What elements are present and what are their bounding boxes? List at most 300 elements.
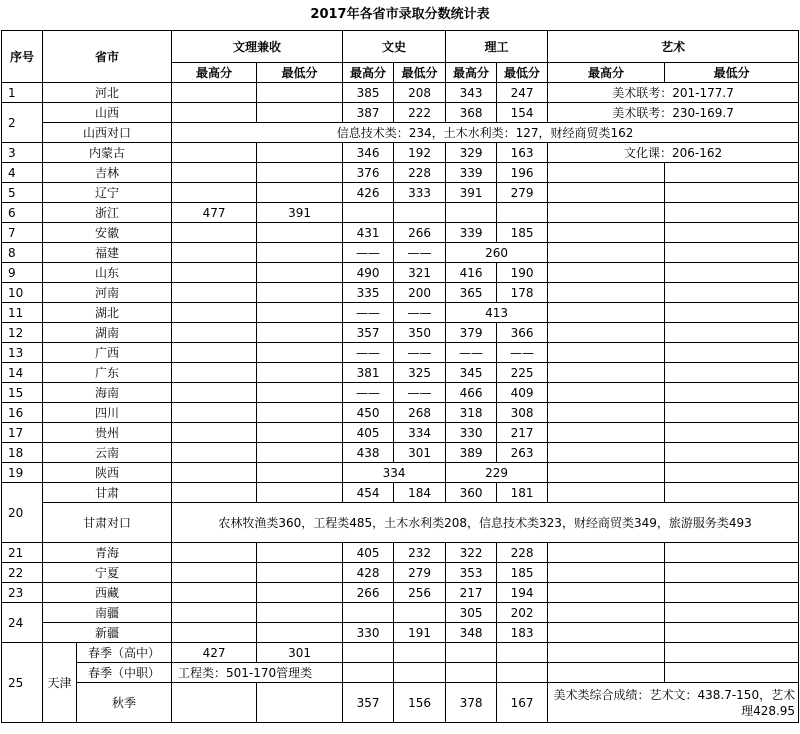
table-row: [2, 243, 799, 263]
cell-art-max: [548, 283, 665, 303]
cell-art-min: [665, 383, 799, 403]
cell-ws-min: [394, 603, 446, 623]
cell-wl-min: [257, 163, 343, 183]
header-max: 最高分: [548, 63, 665, 83]
cell-lg-min: ——: [497, 343, 548, 363]
cell-wl-max: [172, 303, 257, 323]
cell-lg-min: [497, 203, 548, 223]
header-max: 最高分: [172, 63, 257, 83]
table-row: [2, 363, 799, 383]
table-row: [2, 163, 799, 183]
cell-art-max: [548, 363, 665, 383]
cell-ws-max: 381: [343, 363, 394, 383]
table-row: [2, 323, 799, 343]
cell-wl-min: [257, 263, 343, 283]
cell-art-max: [548, 563, 665, 583]
cell-ws-min: ——: [394, 383, 446, 403]
table-row: [2, 603, 799, 623]
row-province: 辽宁: [43, 183, 172, 203]
cell-wl-max: [172, 543, 257, 563]
row-province: 南疆: [43, 603, 172, 623]
cell-ws-min: 191: [394, 623, 446, 643]
cell-lg-merged: 260: [446, 243, 548, 263]
cell-wl-min: [257, 323, 343, 343]
row-seq: 22: [2, 563, 43, 583]
table-row: [2, 143, 799, 163]
cell-wl-min: [257, 383, 343, 403]
row-seq: 5: [2, 183, 43, 203]
cell-art-min: [665, 283, 799, 303]
cell-lg-min: 228: [497, 543, 548, 563]
row-province: 青海: [43, 543, 172, 563]
cell-wl-max: [172, 683, 257, 723]
cell-lg-max: 343: [446, 83, 497, 103]
cell-ws-min: 279: [394, 563, 446, 583]
cell-art-max: [548, 603, 665, 623]
cell-art: 美术联考：230-169.7: [548, 103, 799, 123]
cell-lg-max: 379: [446, 323, 497, 343]
cell-wl-min: [257, 683, 343, 723]
cell-ws-merged: 334: [343, 463, 446, 483]
cell-lg-max: [446, 203, 497, 223]
cell-art-max: [548, 643, 665, 663]
cell-wl-max: [172, 443, 257, 463]
cell-art-max: [548, 443, 665, 463]
cell-lg-max: ——: [446, 343, 497, 363]
cell-lg-min: 190: [497, 263, 548, 283]
cell-ws-max: ——: [343, 303, 394, 323]
cell-wl-max: [172, 363, 257, 383]
cell-lg-max: 365: [446, 283, 497, 303]
row-seq: 12: [2, 323, 43, 343]
cell-wl-min: [257, 303, 343, 323]
cell-ws-min: 350: [394, 323, 446, 343]
header-seq: 序号: [2, 31, 43, 83]
row-subtype: 春季（中职）: [77, 663, 172, 683]
row-seq: 20: [2, 483, 43, 543]
cell-lg-max: 217: [446, 583, 497, 603]
cell-art-min: [665, 203, 799, 223]
cell-art-max: [548, 583, 665, 603]
header-yishu: 艺术: [548, 31, 799, 63]
cell-wl-max: [172, 283, 257, 303]
cell-wl-max: 427: [172, 643, 257, 663]
cell-art-min: [665, 563, 799, 583]
cell-ws-min: 301: [394, 443, 446, 463]
cell-lg-max: 391: [446, 183, 497, 203]
cell-wl-min: [257, 83, 343, 103]
cell-lg-max: 339: [446, 163, 497, 183]
cell-art-min: [665, 663, 799, 683]
row-seq: 18: [2, 443, 43, 463]
cell-wl-min: [257, 243, 343, 263]
cell-lg-min: 167: [497, 683, 548, 723]
row-seq: 24: [2, 603, 43, 643]
cell-wl-min: [257, 183, 343, 203]
table-row: [2, 203, 799, 223]
cell-art-max: [548, 403, 665, 423]
cell-wl-max: [172, 263, 257, 283]
row-seq: 16: [2, 403, 43, 423]
row-province: 广西: [43, 343, 172, 363]
cell-wl-min: [257, 603, 343, 623]
cell-art-min: [665, 183, 799, 203]
cell-art-max: [548, 263, 665, 283]
cell-wl-min: [257, 283, 343, 303]
cell-ws-min: 334: [394, 423, 446, 443]
table-row: [2, 403, 799, 423]
table-row: [2, 83, 799, 103]
cell-wl-max: [172, 223, 257, 243]
table-row: [2, 183, 799, 203]
cell-ws-min: 333: [394, 183, 446, 203]
row-province: 贵州: [43, 423, 172, 443]
table-title: 2017年各省市录取分数统计表: [310, 7, 490, 22]
table-row: [2, 443, 799, 463]
cell-wl-min: [257, 143, 343, 163]
cell-lg-min: 247: [497, 83, 548, 103]
cell-lg-max: 353: [446, 563, 497, 583]
cell-ws-max: 490: [343, 263, 394, 283]
row-province: 吉林: [43, 163, 172, 183]
header-wenli: 文理兼收: [172, 31, 343, 63]
cell-wl-max: [172, 243, 257, 263]
cell-art-min: [665, 403, 799, 423]
cell-art-max: [548, 203, 665, 223]
cell-lg-min: 178: [497, 283, 548, 303]
cell-ws-max: 426: [343, 183, 394, 203]
cell-art-min: [665, 623, 799, 643]
cell-lg-min: 366: [497, 323, 548, 343]
header-min: 最低分: [497, 63, 548, 83]
cell-ws-max: 357: [343, 323, 394, 343]
row-seq: 7: [2, 223, 43, 243]
cell-lg-max: 416: [446, 263, 497, 283]
cell-wl-min: [257, 543, 343, 563]
cell-lg-min: 202: [497, 603, 548, 623]
row-seq: 2: [2, 103, 43, 143]
row-province: 山西对口: [43, 123, 172, 143]
row-subtype: 春季（高中）: [77, 643, 172, 663]
row-seq: 8: [2, 243, 43, 263]
cell-wl-min: [257, 363, 343, 383]
cell-art-max: [548, 423, 665, 443]
cell-wl-max: [172, 483, 257, 503]
cell-ws-max: 387: [343, 103, 394, 123]
row-province: 河南: [43, 283, 172, 303]
cell-art-min: [665, 483, 799, 503]
header-max: 最高分: [343, 63, 394, 83]
cell-wl-max: [172, 183, 257, 203]
cell-ws-min: [394, 643, 446, 663]
cell-wl-max: [172, 103, 257, 123]
cell-lg-max: 305: [446, 603, 497, 623]
cell-ws-max: 431: [343, 223, 394, 243]
cell-art-max: [548, 163, 665, 183]
cell-lg-max: 389: [446, 443, 497, 463]
row-province: 河北: [43, 83, 172, 103]
cell-lg-min: [497, 643, 548, 663]
table-row: [2, 283, 799, 303]
row-seq: 13: [2, 343, 43, 363]
cell-wl-max: [172, 623, 257, 643]
cell-wl-max: [172, 383, 257, 403]
cell-wl-max: [172, 423, 257, 443]
table-row: [2, 643, 799, 663]
cell-wl-min: [257, 103, 343, 123]
cell-lg-max: 330: [446, 423, 497, 443]
table-row: [2, 683, 799, 723]
cell-vocational-note: 农林牧渔类360，工程类485，土木水利类208，信息技术类323，财经商贸类349，旅游服务类493: [172, 503, 799, 543]
cell-ws-min: 268: [394, 403, 446, 423]
cell-lg-max: 329: [446, 143, 497, 163]
cell-wl-min: [257, 443, 343, 463]
cell-art-max: [548, 463, 665, 483]
cell-wl-min: [257, 483, 343, 503]
row-seq: 19: [2, 463, 43, 483]
cell-art-min: [665, 423, 799, 443]
cell-art-min: [665, 263, 799, 283]
table-row: [2, 103, 799, 123]
cell-ws-min: 232: [394, 543, 446, 563]
cell-vocational-note: 信息技术类：234，土木水利类：127，财经商贸类162: [172, 123, 799, 143]
cell-ws-max: 405: [343, 543, 394, 563]
table-row: [2, 583, 799, 603]
cell-lg-min: 196: [497, 163, 548, 183]
header-min: 最低分: [257, 63, 343, 83]
cell-lg-min: [497, 663, 548, 683]
row-seq: 15: [2, 383, 43, 403]
cell-lg-merged: 229: [446, 463, 548, 483]
cell-lg-min: 217: [497, 423, 548, 443]
cell-wl-min: [257, 463, 343, 483]
cell-art: 美术联考：201-177.7: [548, 83, 799, 103]
cell-lg-merged: 413: [446, 303, 548, 323]
cell-ws-min: 200: [394, 283, 446, 303]
cell-wl-max: [172, 403, 257, 423]
row-seq: 17: [2, 423, 43, 443]
cell-wl-max: [172, 323, 257, 343]
cell-lg-max: 318: [446, 403, 497, 423]
cell-ws-max: 385: [343, 83, 394, 103]
cell-art-max: [548, 243, 665, 263]
row-province: 湖北: [43, 303, 172, 323]
cell-wl-max: 477: [172, 203, 257, 223]
table-row: [2, 423, 799, 443]
cell-wl-max: [172, 83, 257, 103]
admission-score-table: [1, 30, 799, 723]
cell-wl-max: [172, 143, 257, 163]
row-seq: 3: [2, 143, 43, 163]
cell-ws-min: 321: [394, 263, 446, 283]
cell-lg-max: 368: [446, 103, 497, 123]
cell-art-min: [665, 603, 799, 623]
table-row: [2, 303, 799, 323]
cell-lg-max: [446, 663, 497, 683]
cell-ws-min: 156: [394, 683, 446, 723]
cell-lg-min: 154: [497, 103, 548, 123]
cell-art-max: [548, 383, 665, 403]
row-province: 甘肃对口: [43, 503, 172, 543]
row-province: 甘肃: [43, 483, 172, 503]
row-province: 天津: [43, 643, 77, 723]
row-subtype: 秋季: [77, 683, 172, 723]
cell-art-min: [665, 363, 799, 383]
table-row: [2, 123, 799, 143]
cell-lg-max: 360: [446, 483, 497, 503]
row-province: 广东: [43, 363, 172, 383]
cell-lg-min: 308: [497, 403, 548, 423]
cell-wl-max: [172, 603, 257, 623]
cell-lg-min: 163: [497, 143, 548, 163]
table-row: [2, 383, 799, 403]
cell-ws-max: ——: [343, 343, 394, 363]
cell-ws-max: 376: [343, 163, 394, 183]
cell-ws-min: 208: [394, 83, 446, 103]
row-province: 云南: [43, 443, 172, 463]
cell-wl-min: [257, 423, 343, 443]
cell-art-max: [548, 323, 665, 343]
cell-art-max: [548, 543, 665, 563]
cell-ws-min: 325: [394, 363, 446, 383]
table-row: [2, 663, 799, 683]
row-province: 陕西: [43, 463, 172, 483]
cell-ws-max: 405: [343, 423, 394, 443]
cell-art-min: [665, 303, 799, 323]
cell-ws-max: [343, 203, 394, 223]
cell-art-min: [665, 463, 799, 483]
table-row: [2, 263, 799, 283]
row-province: 西藏: [43, 583, 172, 603]
cell-lg-min: 183: [497, 623, 548, 643]
row-province: 山西: [43, 103, 172, 123]
row-seq: 9: [2, 263, 43, 283]
row-province: 湖南: [43, 323, 172, 343]
row-seq: 14: [2, 363, 43, 383]
header-province: 省市: [43, 31, 172, 83]
row-seq: 23: [2, 583, 43, 603]
row-seq: 21: [2, 543, 43, 563]
cell-lg-max: 348: [446, 623, 497, 643]
cell-lg-min: 279: [497, 183, 548, 203]
header-row-groups: [2, 31, 799, 63]
cell-wl-max: [172, 563, 257, 583]
cell-lg-min: 409: [497, 383, 548, 403]
row-province: 新疆: [43, 623, 172, 643]
cell-lg-min: 181: [497, 483, 548, 503]
cell-ws-max: 335: [343, 283, 394, 303]
cell-lg-max: 466: [446, 383, 497, 403]
cell-ws-min: ——: [394, 343, 446, 363]
cell-art-min: [665, 443, 799, 463]
cell-ws-max: 450: [343, 403, 394, 423]
row-seq: 4: [2, 163, 43, 183]
cell-wl-min: [257, 403, 343, 423]
table-row: [2, 483, 799, 503]
header-wenshi: 文史: [343, 31, 446, 63]
cell-ws-min: 192: [394, 143, 446, 163]
cell-wl-min: [257, 623, 343, 643]
cell-lg-min: 185: [497, 223, 548, 243]
cell-lg-min: 263: [497, 443, 548, 463]
cell-lg-min: 185: [497, 563, 548, 583]
row-province: 福建: [43, 243, 172, 263]
cell-ws-min: 184: [394, 483, 446, 503]
cell-art-max: [548, 343, 665, 363]
cell-ws-min: ——: [394, 303, 446, 323]
cell-art-max: [548, 483, 665, 503]
row-province: 浙江: [43, 203, 172, 223]
header-min: 最低分: [394, 63, 446, 83]
header-min: 最低分: [665, 63, 799, 83]
cell-ws-max: 346: [343, 143, 394, 163]
cell-vocational-note: 工程类：501-170管理类: [172, 663, 343, 683]
cell-ws-max: [343, 663, 394, 683]
cell-art-min: [665, 163, 799, 183]
cell-lg-min: 225: [497, 363, 548, 383]
cell-art-max: [548, 663, 665, 683]
cell-lg-max: 378: [446, 683, 497, 723]
row-seq: 10: [2, 283, 43, 303]
cell-wl-min: [257, 343, 343, 363]
table-row: [2, 563, 799, 583]
cell-ws-min: 266: [394, 223, 446, 243]
cell-art-min: [665, 543, 799, 563]
row-seq: 25: [2, 643, 43, 723]
cell-ws-max: 330: [343, 623, 394, 643]
cell-ws-max: [343, 643, 394, 663]
header-ligong: 理工: [446, 31, 548, 63]
row-province: 山东: [43, 263, 172, 283]
row-province: 海南: [43, 383, 172, 403]
header-max: 最高分: [446, 63, 497, 83]
row-seq: 11: [2, 303, 43, 323]
cell-ws-max: 438: [343, 443, 394, 463]
cell-art: 文化课：206-162: [548, 143, 799, 163]
cell-wl-max: [172, 463, 257, 483]
table-row: [2, 463, 799, 483]
table-row: [2, 223, 799, 243]
cell-ws-min: 256: [394, 583, 446, 603]
cell-art-min: [665, 583, 799, 603]
cell-wl-min: 391: [257, 203, 343, 223]
cell-art-max: [548, 623, 665, 643]
row-seq: 1: [2, 83, 43, 103]
row-seq: 6: [2, 203, 43, 223]
table-row: [2, 343, 799, 363]
cell-wl-min: [257, 223, 343, 243]
row-province: 安徽: [43, 223, 172, 243]
cell-ws-max: 428: [343, 563, 394, 583]
cell-ws-max: 266: [343, 583, 394, 603]
cell-art-min: [665, 223, 799, 243]
row-province: 四川: [43, 403, 172, 423]
cell-ws-max: [343, 603, 394, 623]
cell-ws-min: 222: [394, 103, 446, 123]
cell-wl-min: 301: [257, 643, 343, 663]
cell-art-min: [665, 243, 799, 263]
cell-wl-min: [257, 563, 343, 583]
row-province: 内蒙古: [43, 143, 172, 163]
cell-ws-max: ——: [343, 243, 394, 263]
cell-art-min: [665, 643, 799, 663]
cell-art-min: [665, 343, 799, 363]
cell-lg-max: 339: [446, 223, 497, 243]
cell-ws-max: 357: [343, 683, 394, 723]
table-row: [2, 543, 799, 563]
cell-wl-max: [172, 343, 257, 363]
cell-art: 美术类综合成绩：艺术文：438.7-150，艺术理428.95: [548, 683, 799, 723]
